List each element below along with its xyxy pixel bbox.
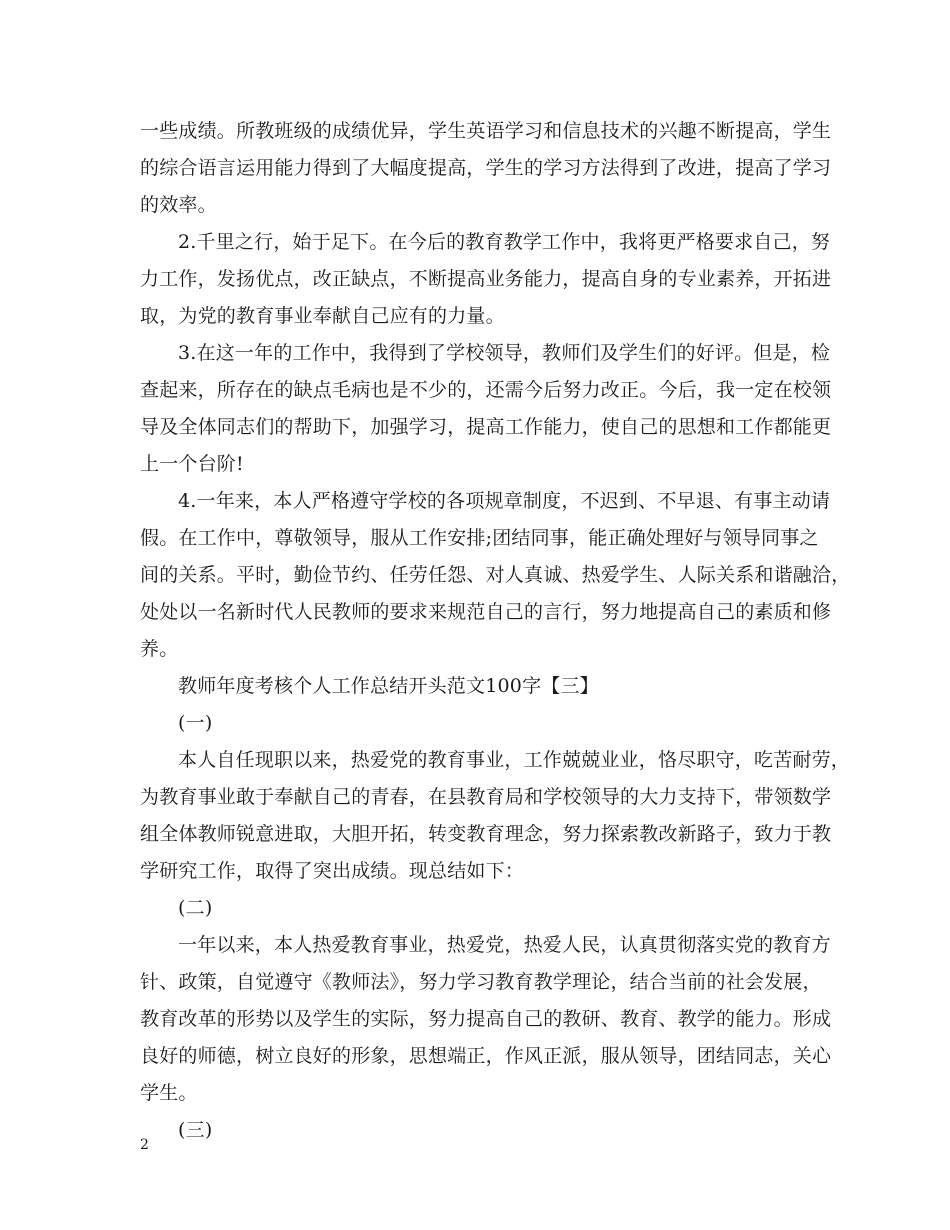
text-line: 一些成绩。所教班级的成绩优异，学生英语学习和信息技术的兴趣不断提高，学生 bbox=[140, 120, 832, 142]
text-line: 上一个台阶! bbox=[140, 453, 244, 475]
subsection-marker-2: (二) bbox=[178, 897, 213, 919]
text-line: 力工作，发扬优点，改正缺点，不断提高业务能力，提高自身的专业素养，开拓进 bbox=[140, 268, 832, 290]
text-line: 的效率。 bbox=[140, 194, 217, 216]
text-line: 导及全体同志们的帮助下，加强学习，提高工作能力，使自己的思想和工作都能更 bbox=[140, 416, 832, 438]
text-line: 养。 bbox=[140, 638, 179, 660]
section-heading: 教师年度考核个人工作总结开头范文100字【三】 bbox=[178, 675, 599, 697]
text-line: 的综合语言运用能力得到了大幅度提高，学生的学习方法得到了改进，提高了学习 bbox=[140, 157, 832, 179]
subsection-marker-3: (三) bbox=[178, 1119, 213, 1141]
text-line: 假。在工作中，尊敬领导，服从工作安排;团结同事，能正确处理好与领导同事之 bbox=[140, 527, 819, 549]
text-line: 教育改革的形势以及学生的实际，努力提高自己的教研、教育、教学的能力。形成 bbox=[140, 1008, 832, 1030]
text-line: 学研究工作，取得了突出成绩。现总结如下： bbox=[140, 860, 525, 882]
text-line: 取，为党的教育事业奉献自己应有的力量。 bbox=[140, 305, 505, 327]
paragraph-3-start: 3.在这一年的工作中，我得到了学校领导，教师们及学生们的好评。但是，检 bbox=[178, 342, 831, 364]
paragraph-2-start: 2.千里之行，始于足下。在今后的教育教学工作中，我将更严格要求自己，努 bbox=[178, 231, 831, 253]
text-line: 查起来，所存在的缺点毛病也是不少的，还需今后努力改正。今后，我一定在校领 bbox=[140, 379, 832, 401]
text-line: 良好的师德，树立良好的形象，思想端正，作风正派，服从领导，团结同志，关心 bbox=[140, 1045, 832, 1067]
paragraph-start: 本人自任现职以来，热爱党的教育事业，工作兢兢业业，恪尽职守，吃苦耐劳， bbox=[178, 749, 851, 771]
text-line: 组全体教师锐意进取，大胆开拓，转变教育理念，努力探索教改新路子，致力于教 bbox=[140, 823, 832, 845]
paragraph-4-start: 4.一年来，本人严格遵守学校的各项规章制度，不迟到、不早退、有事主动请 bbox=[178, 490, 831, 512]
text-line: 学生。 bbox=[140, 1082, 198, 1104]
text-line: 处处以一名新时代人民教师的要求来规范自己的言行，努力地提高自己的素质和修 bbox=[140, 601, 832, 623]
text-line: 针、政策，自觉遵守《教师法》，努力学习教育教学理论，结合当前的社会发展， bbox=[140, 971, 822, 993]
subsection-marker-1: (一) bbox=[178, 712, 213, 734]
text-line: 间的关系。平时，勤俭节约、任劳任怨、对人真诚、热爱学生、人际关系和谐融洽， bbox=[140, 564, 851, 586]
page-number: 2 bbox=[140, 1137, 149, 1153]
text-line: 为教育事业敢于奉献自己的青春，在县教育局和学校领导的大力支持下，带领数学 bbox=[140, 786, 832, 808]
paragraph-start: 一年以来，本人热爱教育事业，热爱党，热爱人民，认真贯彻落实党的教育方 bbox=[178, 934, 831, 956]
